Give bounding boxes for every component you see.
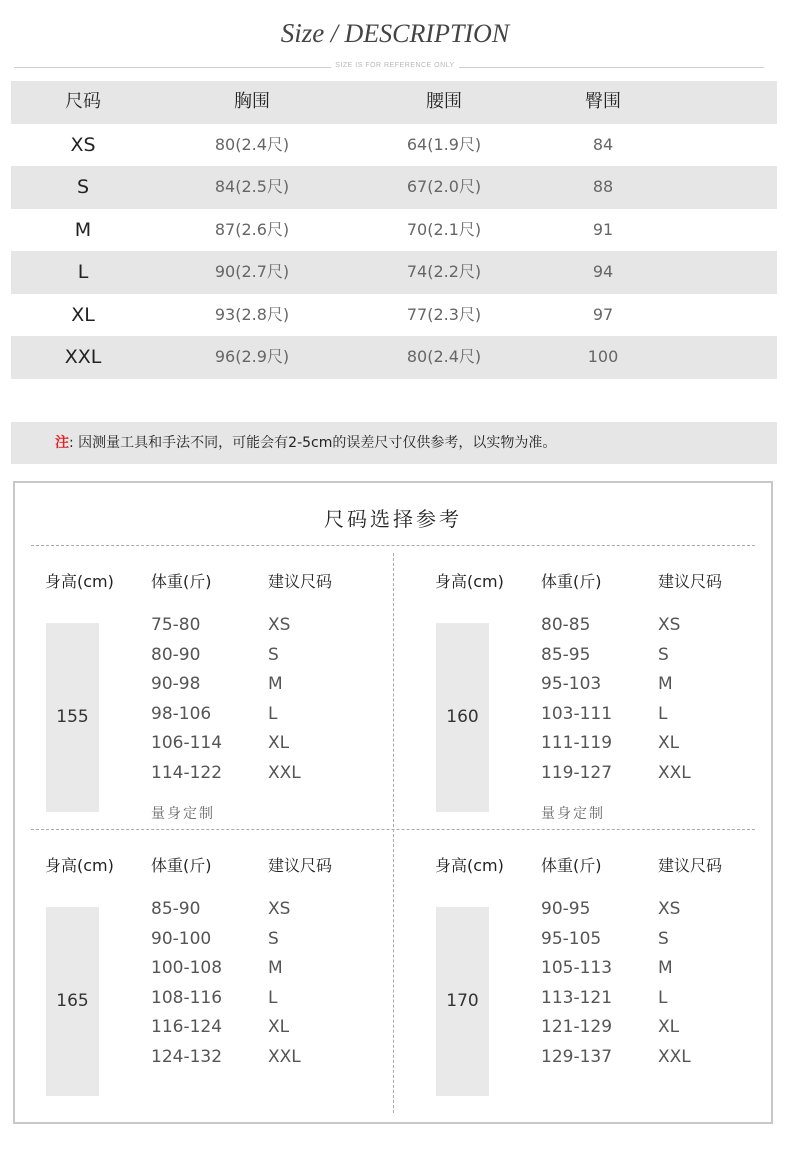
weight-range: 108-116 bbox=[151, 988, 223, 1008]
header-hip: 臀围 bbox=[585, 91, 621, 112]
suggested-size: M bbox=[268, 958, 283, 978]
weight-range: 114-122 bbox=[151, 763, 223, 783]
cell-size: XL bbox=[71, 303, 95, 326]
table-row bbox=[11, 209, 777, 252]
title-script: Size bbox=[280, 18, 325, 48]
weight-range: 100-108 bbox=[151, 958, 223, 978]
weight-range: 90-100 bbox=[151, 929, 212, 949]
cell-size: XXL bbox=[64, 346, 102, 368]
suggested-size: XXL bbox=[268, 1047, 301, 1067]
cell-size: M bbox=[74, 218, 92, 241]
header-waist: 腰围 bbox=[426, 91, 462, 112]
size-table bbox=[11, 81, 777, 379]
suggested-size: S bbox=[658, 929, 669, 949]
col-weight-label: 体重(斤) bbox=[541, 572, 602, 591]
cell-hip: 88 bbox=[592, 177, 614, 196]
cell-waist: 70(2.1尺) bbox=[406, 219, 482, 239]
suggested-size: XXL bbox=[658, 763, 691, 783]
cell-waist: 64(1.9尺) bbox=[406, 134, 482, 154]
weight-range: 113-121 bbox=[541, 988, 613, 1008]
weight-range: 75-80 bbox=[151, 615, 201, 635]
header-bust: 胸围 bbox=[234, 91, 270, 112]
custom-fit-label: 量身定制 bbox=[151, 806, 215, 822]
suggested-size: XXL bbox=[268, 763, 301, 783]
suggested-size: XL bbox=[268, 1017, 290, 1037]
cell-bust: 93(2.8尺) bbox=[214, 304, 290, 324]
table-row bbox=[11, 336, 777, 379]
col-size-label: 建议尺码 bbox=[658, 572, 723, 591]
cell-hip: 100 bbox=[587, 347, 619, 366]
cell-bust: 84(2.5尺) bbox=[214, 177, 290, 196]
weight-range: 129-137 bbox=[541, 1047, 613, 1067]
suggested-size: S bbox=[268, 645, 279, 665]
note-text: : 因测量工具和手法不同，可能会有2-5cm的误差尺寸仅供参考，以实物为准。 bbox=[69, 435, 557, 451]
table-row bbox=[11, 294, 777, 337]
cell-waist: 80(2.4尺) bbox=[406, 347, 482, 366]
cell-waist: 77(2.3尺) bbox=[406, 304, 482, 324]
cell-bust: 96(2.9尺) bbox=[214, 347, 290, 366]
subtitle bbox=[0, 61, 790, 69]
weight-range: 90-95 bbox=[541, 899, 591, 919]
cell-size: XS bbox=[70, 133, 96, 156]
title-rest: / DESCRIPTION bbox=[324, 19, 510, 48]
suggested-size: XL bbox=[658, 1017, 680, 1037]
cell-hip: 94 bbox=[592, 262, 614, 281]
suggested-size: S bbox=[268, 929, 279, 949]
cell-bust: 90(2.7尺) bbox=[214, 262, 290, 281]
suggested-size: L bbox=[658, 704, 668, 724]
weight-range: 80-90 bbox=[151, 645, 201, 665]
weight-range: 124-132 bbox=[151, 1047, 223, 1067]
guide-title: 尺码选择参考 bbox=[324, 507, 462, 531]
size-guide-panel bbox=[13, 481, 773, 1124]
cell-hip: 84 bbox=[592, 134, 614, 154]
table-row bbox=[11, 251, 777, 294]
weight-range: 121-129 bbox=[541, 1017, 613, 1037]
weight-range: 98-106 bbox=[151, 704, 212, 724]
cell-bust: 80(2.4尺) bbox=[214, 134, 290, 154]
weight-range: 116-124 bbox=[151, 1017, 223, 1037]
table-row bbox=[11, 166, 777, 209]
col-weight-label: 体重(斤) bbox=[151, 856, 212, 875]
suggested-size: XL bbox=[658, 733, 680, 753]
page-title bbox=[0, 18, 790, 49]
suggested-size: M bbox=[658, 958, 673, 978]
suggested-size: XXL bbox=[658, 1047, 691, 1067]
note-label: 注 bbox=[55, 435, 69, 451]
col-height-label: 身高(cm) bbox=[435, 856, 504, 875]
col-height-label: 身高(cm) bbox=[45, 572, 114, 591]
custom-fit-label: 量身定制 bbox=[541, 806, 605, 822]
height-value: 170 bbox=[436, 907, 489, 1096]
weight-range: 103-111 bbox=[541, 704, 613, 724]
col-weight-label: 体重(斤) bbox=[541, 856, 602, 875]
weight-range: 80-85 bbox=[541, 615, 591, 635]
cell-hip: 91 bbox=[592, 219, 614, 239]
cell-bust: 87(2.6尺) bbox=[214, 219, 290, 239]
suggested-size: XL bbox=[268, 733, 290, 753]
size-table-header bbox=[11, 81, 777, 124]
suggested-size: M bbox=[268, 674, 283, 694]
subtitle-text: SIZE IS FOR REFERENCE ONLY bbox=[331, 62, 458, 69]
weight-range: 106-114 bbox=[151, 733, 223, 753]
cell-size: S bbox=[76, 176, 90, 198]
cell-size: L bbox=[77, 261, 89, 283]
table-row bbox=[11, 124, 777, 167]
col-size-label: 建议尺码 bbox=[658, 856, 723, 875]
height-value: 160 bbox=[436, 623, 489, 812]
suggested-size: L bbox=[268, 988, 278, 1008]
divider bbox=[393, 553, 394, 1113]
col-height-label: 身高(cm) bbox=[45, 856, 114, 875]
weight-range: 95-103 bbox=[541, 674, 602, 694]
col-size-label: 建议尺码 bbox=[268, 572, 333, 591]
suggested-size: XS bbox=[658, 899, 681, 919]
weight-range: 85-95 bbox=[541, 645, 591, 665]
cell-hip: 97 bbox=[592, 304, 614, 324]
suggested-size: XS bbox=[658, 615, 681, 635]
cell-waist: 67(2.0尺) bbox=[406, 177, 482, 196]
height-value: 155 bbox=[46, 623, 99, 812]
suggested-size: L bbox=[658, 988, 668, 1008]
measurement-note bbox=[11, 422, 777, 464]
suggested-size: S bbox=[658, 645, 669, 665]
col-height-label: 身高(cm) bbox=[435, 572, 504, 591]
weight-range: 119-127 bbox=[541, 763, 613, 783]
suggested-size: XS bbox=[268, 615, 291, 635]
weight-range: 111-119 bbox=[541, 733, 613, 753]
suggested-size: L bbox=[268, 704, 278, 724]
weight-range: 85-90 bbox=[151, 899, 201, 919]
weight-range: 95-105 bbox=[541, 929, 602, 949]
weight-range: 105-113 bbox=[541, 958, 613, 978]
header-size: 尺码 bbox=[65, 91, 101, 112]
suggested-size: M bbox=[658, 674, 673, 694]
divider bbox=[31, 545, 755, 546]
weight-range: 90-98 bbox=[151, 674, 201, 694]
col-weight-label: 体重(斤) bbox=[151, 572, 212, 591]
suggested-size: XS bbox=[268, 899, 291, 919]
col-size-label: 建议尺码 bbox=[268, 856, 333, 875]
cell-waist: 74(2.2尺) bbox=[406, 262, 482, 281]
height-value: 165 bbox=[46, 907, 99, 1096]
